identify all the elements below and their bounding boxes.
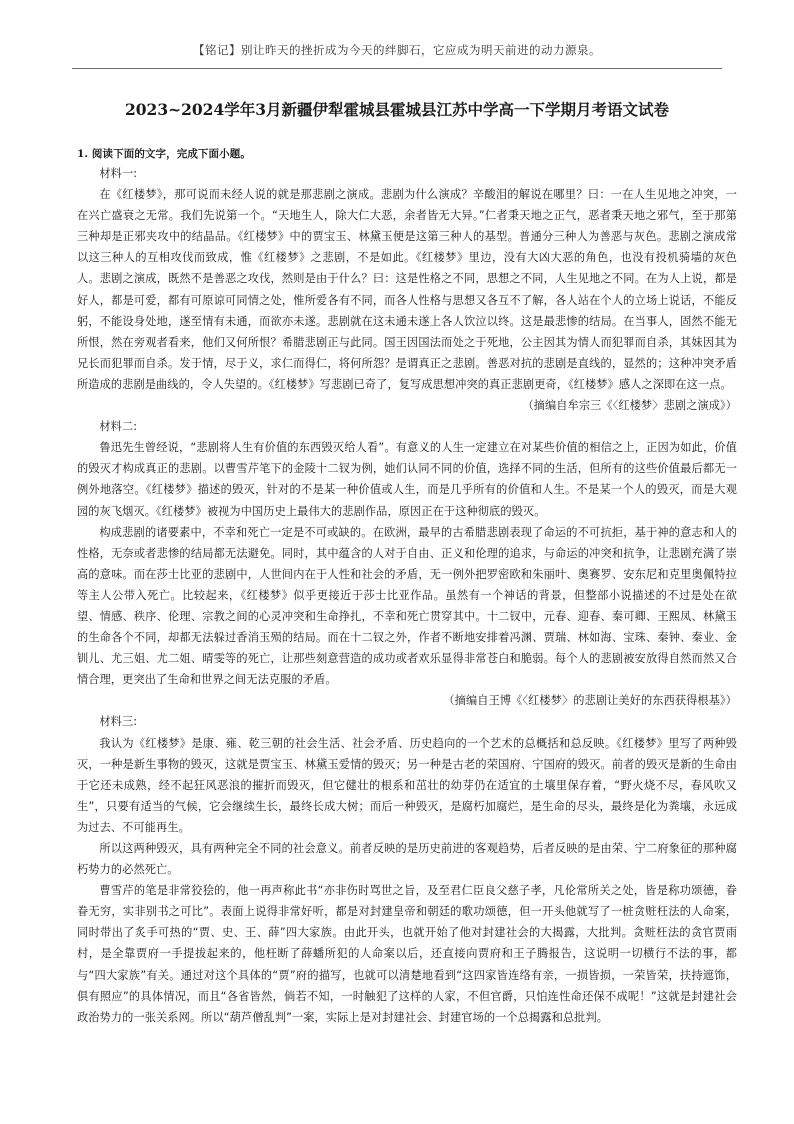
material-source: （摘编自王博《〈红楼梦〉的悲剧让美好的东西获得根基》） — [443, 694, 737, 708]
material-paragraph: 在《红楼梦》，那可说而未经人说的就是那悲剧之演成。悲剧为什么演成？辛酸泪的解说在哪里？曰：一在人生见地之冲突，一在兴亡盛衰之无常。我们先说第一个。“天地生人，除大仁大恶，余者皆无大异。”仁者秉天地之正气，恶者秉天地之邪气，至于那第三种却是正邪夹攻中的结晶品。《红楼梦》中的贾宝玉、林黛玉便是这第三种人的基型。普通分三种人为善恶与灰色。悲剧之演成常以这三种人的互相攻伐而致成，惟《红楼梦》之悲剧，不是如此。《红楼梦》里边，没有大凶大恶的角色，也没有投机骑墙的灰色人。悲剧之演成，既然不是善恶之攻伐，然则是由于什么？曰：这是性格之不同，思想之不同，人生见地之不同。在为人上说，都是好人，都是可爱，都有可原谅可同情之处，惟所爱各有不同，而各人性格与思想又各互不了解，各人站在个人的立场上说话，不能反躬，不能设身处地，遂至情有未通，而欲亦未遂。悲剧就在这未通未遂上各人饮泣以终。这是最悲惨的结局。在当事人，固然不能无所恨，然在旁观者看来，他们又何所恨？希腊悲剧正与此同。国王因国法而处之于死地，公主因其为情人而犯罪而自杀，其妹因其为兄长而犯罪而自杀。发于情，尽于义，求仁而得仁，将何所怨？是谓真正之悲剧。善恶对抗的悲剧是直线的，显然的；这种冲突矛盾所造成的悲剧是曲线的，令人失望的。《红楼梦》写悲剧已奇了，复写成思想冲突的真正悲剧更奇，《红楼梦》感人之深即在这一点。 — [77, 188, 737, 391]
material-label: 材料二: — [99, 420, 138, 434]
material-paragraph: 曹雪芹的笔是非常狡狯的，他一再声称此书“亦非伤时骂世之旨，及至君仁臣良父慈子孝，凡伦常所关之处，皆是称功颂德，眷眷无穷，实非别书之可比”。表面上说得非常好听，都是对封建皇帝和朝廷的歌功颂德，但一开头他就写了一桩贪赃枉法的人命案，同时带出了炙手可热的“贾、史、王、薛”四大家族。由此开头，也就开始了他对封建社会的大揭露，大批判。贪赃枉法的贪官贾雨村，是全靠贾府一手提拔起来的，他枉断了薛蟠所犯的人命案以后，还直接向贾府和王子腾报告，这说明一切横行不法的事，都与“四大家族”有关。通过对这个具体的“贾”府的描写，也就可以清楚地看到“这四家皆连络有亲，一损皆损，一荣皆荣，扶持遮饰，俱有照应”的具体情况，而且“各省皆然，倘若不知，一时触犯了这样的人家，不但官爵，只怕连性命还保不成呢！”这就是封建社会政治势力的一张关系网。所以“葫芦僧乱判”一案，实际上是对封建社会、封建官场的一个总揭露和总批判。 — [77, 884, 737, 1024]
question-prompt: 1. 阅读下面的文字，完成下面小题。 — [77, 148, 251, 160]
material-paragraph: 鲁迅先生曾经说，“悲剧将人生有价值的东西毁灭给人看”。有意义的人生一定建立在对某些价值的相信之上，正因为如此，价值的毁灭才构成真正的悲剧。以曹雪芹笔下的金陵十二钗为例，她们认同不同的价值，选择不同的生活，但所有的这些价值最后都无一例外地落空。《红楼梦》描述的毁灭，针对的不是某一种价值或人生，而是几乎所有的价值和人生。不是某一个人的毁灭，而是大观园的灰飞烟灭。《红楼梦》被视为中国历史上最伟大的悲剧作品，原因正在于这种彻底的毁灭。 — [77, 441, 737, 518]
exam-title: 2023~2024学年3月新疆伊犁霍城县霍城县江苏中学高一下学期月考语文试卷 — [124, 100, 670, 119]
material-paragraph: 构成悲剧的诸要素中，不幸和死亡一定是不可或缺的。在欧洲，最早的古希腊悲剧表现了命运的不可抗拒，基于神的意志和人的性格，无奈或者悲惨的结局都无法避免。同时，其中蕴含的人对于自由、正义和伦理的追求，与命运的冲突和抗争，让悲剧充满了崇高的意味。而在莎士比亚的悲剧中，人世间内在于人性和社会的矛盾，无一例外把罗密欧和朱丽叶、奥赛罗、安东尼和克里奥佩特拉等主人公带入死亡。比较起来，《红楼梦》似乎更接近于莎士比亚作品。虽然有一个神话的背景，但整部小说描述的不过是处在欲望、情感、秩序、伦理、宗教之间的心灵冲突和生命挣扎，不幸和死亡贯穿其中。十二钗中，元春、迎春、秦可卿、王熙凤、林黛玉的生命各个不同，却都无法躲过香消玉殒的结局。而在十二钗之外，作者不断地安排着冯渊、贾瑞、林如海、宝珠、秦钟、秦业、金钏儿、尤三姐、尤二姐、晴雯等的死亡，让那些刻意营造的成功或者欢乐显得非常苍白和脆弱。每个人的悲剧被安放得自然而然又合情合理，更突出了生命和世界之间无法克服的矛盾。 — [77, 525, 737, 687]
material-label: 材料一: — [99, 167, 138, 180]
document-body — [77, 145, 737, 1028]
header-divider — [72, 68, 722, 69]
material-source: （摘编自牟宗三《〈红楼梦〉悲剧之演成》） — [522, 399, 737, 413]
material-label: 材料三: — [99, 715, 138, 729]
header-motto: 【铭记】别让昨天的挫折成为今天的绊脚石，它应成为明天前进的动力源泉。 — [193, 43, 601, 57]
material-paragraph: 我认为《红楼梦》是康、雍、乾三朝的社会生活、社会矛盾、历史趋向的一个艺术的总概括和总反映。《红楼梦》里写了两种毁灭，一种是新生事物的毁灭，这就是贾宝玉、林黛玉爱情的毁灭；另一种是古老的荣国府、宁国府的毁灭。前者的毁灭是新的生命由于它还未成熟，经不起狂风恶浪的摧折而毁灭，但它健壮的根系和茁壮的幼芽仍在适宜的土壤里保存着，“野火烧不尽，春风吹又生”，只要有适当的气候，它会继续生长，最终长成大树；而后一种毁灭，是腐朽加腐烂，是生命的尽头，最终是化为粪壤，永远成为过去、不可能再生。 — [77, 736, 737, 834]
material-paragraph: 所以这两种毁灭，具有两种完全不同的社会意义。前者反映的是历史前进的客观趋势，后者反映的是由荣、宁二府象征的那种腐朽势力的必然死亡。 — [77, 842, 737, 877]
